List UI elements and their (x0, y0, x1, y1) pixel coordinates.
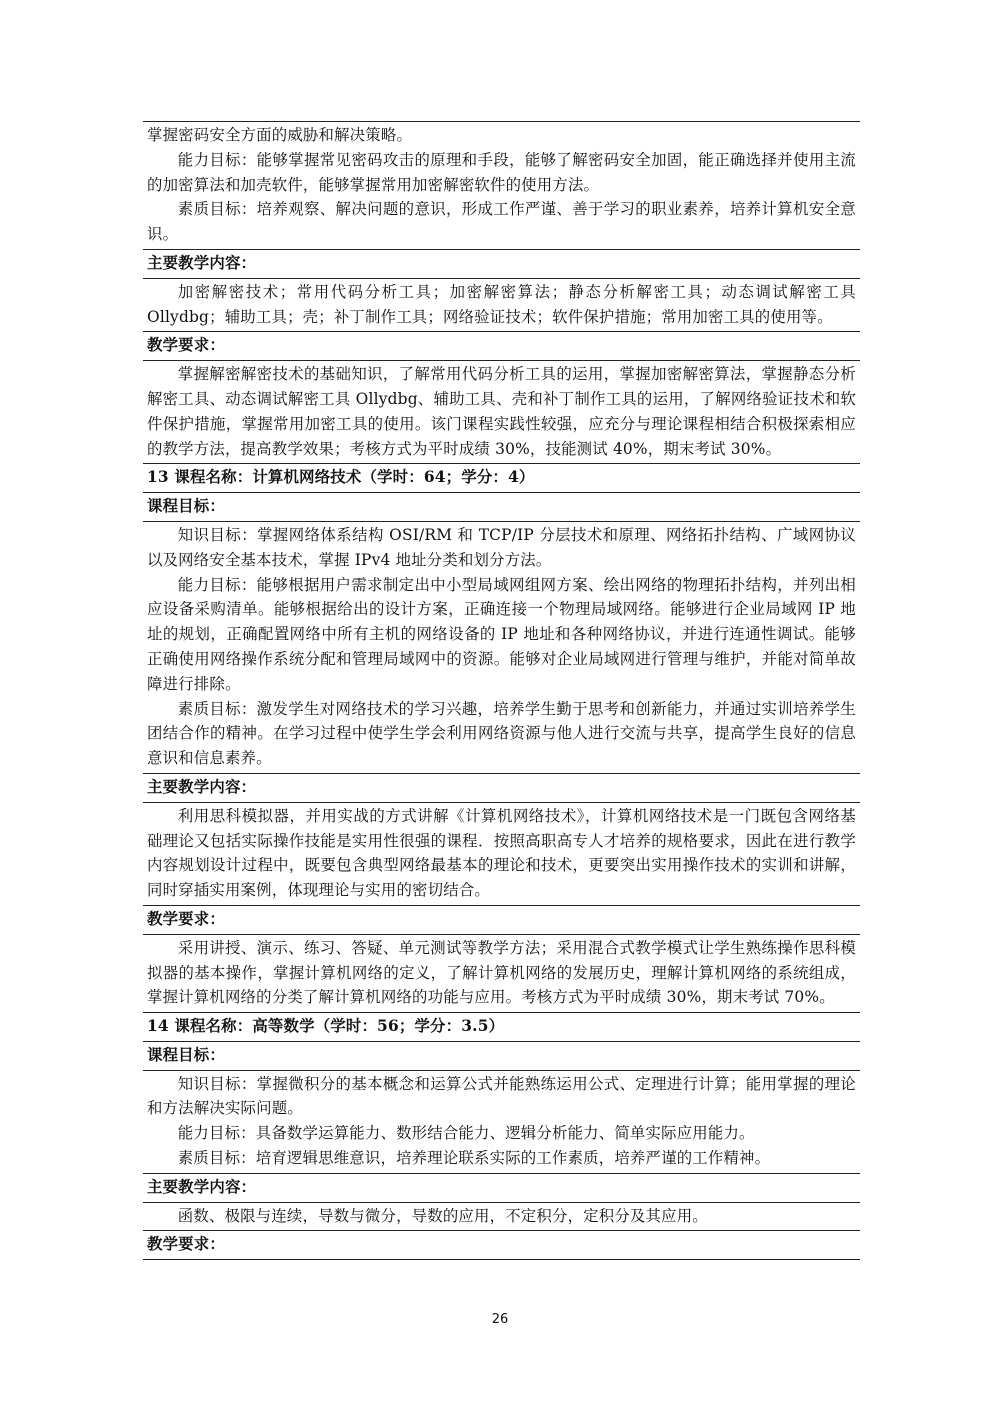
paragraph: 掌握解密解密技术的基础知识，了解常用代码分析工具的运用，掌握加密解密算法，掌握静态分析解密工具、动态调试解密工具 Ollydbg、辅助工具、壳和补丁制作工具的运用，了解网络验证技术和软件保护措施，掌握常用加密工具的使用。该门课程实践性较强，应充分与理论课程相结合积极探索相应的教学方法，提高教学效果；考核方式为平时成绩 30%，技能测试 40%，期末考试 30%。 (147, 365, 856, 458)
page-number: 26 (491, 1312, 509, 1327)
paragraph: 能力目标：具备数学运算能力、数形结合能力、逻辑分析能力、简单实际应用能力。 (177, 1124, 755, 1143)
paragraph: 利用思科模拟器，并用实战的方式讲解《计算机网络技术》，计算机网络技术是一门既包含网络基础理论又包括实际操作技能是实用性很强的课程．按照高职高专人才培养的规格要求，因此在进行教学内容规划设计过程中，既要包含典型网络最基本的理论和技术，更要突出实用操作技术的实训和讲解，同时穿插实用案例，体现理论与实用的密切结合。 (147, 806, 856, 900)
text-block-4 (143, 521, 860, 773)
heading-text: 14 课程名称：高等数学（学时：56；学分：3.5） (147, 1017, 505, 1036)
paragraph: 函数、极限与连续，导数与微分，导数的应用，不定积分，定积分及其应用。 (177, 1206, 708, 1225)
text-block-7 (143, 1070, 860, 1173)
course-title-13 (143, 463, 860, 492)
section-heading (143, 1041, 860, 1070)
heading-text: 主要教学内容： (147, 1177, 257, 1196)
paragraph: 能力目标：能够根据用户需求制定出中小型局域网组网方案、绘出网络的物理拓扑结构，并列出相应设备采购清单。能够根据给出的设计方案，正确连接一个物理局域网络。能够进行企业局域网 IP 地址的规划，正确配置网络中所有主机的网络设备的 IP 地址和各种网络协议，并进行连通性调试。能够正确使用网络操作系统分配和管理局域网中的资源。能够对企业局域网进行管理与维护，并能对简单故障进行排除。 (147, 575, 856, 693)
section-heading (143, 331, 860, 360)
heading-text: 主要教学内容： (147, 253, 257, 272)
paragraph: 能力目标：能够掌握常见密码攻击的原理和手段，能够了解密码安全加固，能正确选择并使用主流的加密算法和加壳软件，能够掌握常用加密解密软件的使用方法。 (147, 150, 856, 194)
paragraph: 素质目标：激发学生对网络技术的学习兴趣，培养学生勤于思考和创新能力，并通过实训培养学生团结合作的精神。在学习过程中使学生学会利用网络资源与他人进行交流与共享，提高学生良好的信息意识和信息素养。 (147, 699, 856, 768)
text-block-2 (143, 278, 860, 332)
heading-text: 教学要求： (147, 909, 225, 928)
text-block-6 (143, 934, 860, 1012)
paragraph: 素质目标：培养观察、解决问题的意识，形成工作严谨、善于学习的职业素养，培养计算机安全意识。 (147, 200, 856, 244)
heading-text: 13 课程名称：计算机网络技术（学时：64；学分：4） (147, 468, 535, 487)
section-heading (143, 905, 860, 934)
paragraph: 素质目标：培育逻辑思维意识，培养理论联系实际的工作素质，培养严谨的工作精神。 (177, 1149, 771, 1168)
paragraph: 加密解密技术；常用代码分析工具；加密解密算法；静态分析解密工具；动态调试解密工具 Ollydbg；辅助工具；壳；补丁制作工具；网络验证技术；软件保护措施；常用加密工具的使用等。 (147, 282, 856, 326)
section-heading (143, 492, 860, 521)
paragraph: 知识目标：掌握微积分的基本概念和运算公式并能熟练运用公式、定理进行计算；能用掌握的理论和方法解决实际问题。 (147, 1074, 856, 1118)
course-title-14 (143, 1012, 860, 1041)
heading-text: 教学要求： (147, 1235, 225, 1254)
heading-text: 主要教学内容： (147, 777, 257, 796)
heading-text: 课程目标： (147, 497, 225, 516)
section-heading (143, 1173, 860, 1202)
paragraph: 采用讲授、演示、练习、答疑、单元测试等教学方法；采用混合式教学模式让学生熟练操作思科模拟器的基本操作，掌握计算机网络的定义，了解计算机网络的发展历史，理解计算机网络的系统组成，掌握计算机网络的分类了解计算机网络的功能与应用。考核方式为平时成绩 30%，期末考试 70%。 (147, 938, 856, 1007)
heading-text: 课程目标： (147, 1045, 225, 1064)
text-block-8 (143, 1202, 860, 1231)
heading-text: 教学要求： (147, 336, 225, 355)
section-heading (143, 249, 860, 278)
text-block-3 (143, 360, 860, 463)
paragraph: 掌握密码安全方面的威胁和解决策略。 (147, 126, 413, 144)
section-heading (143, 773, 860, 802)
text-block-5 (143, 802, 860, 905)
paragraph: 知识目标：掌握网络体系结构 OSI/RM 和 TCP/IP 分层技术和原理、网络拓扑结构、广域网协议以及网络安全基本技术，掌握 IPv4 地址分类和划分方法。 (147, 525, 856, 569)
section-heading (143, 1230, 860, 1260)
document-table (143, 121, 860, 1260)
text-block-1 (143, 121, 860, 249)
